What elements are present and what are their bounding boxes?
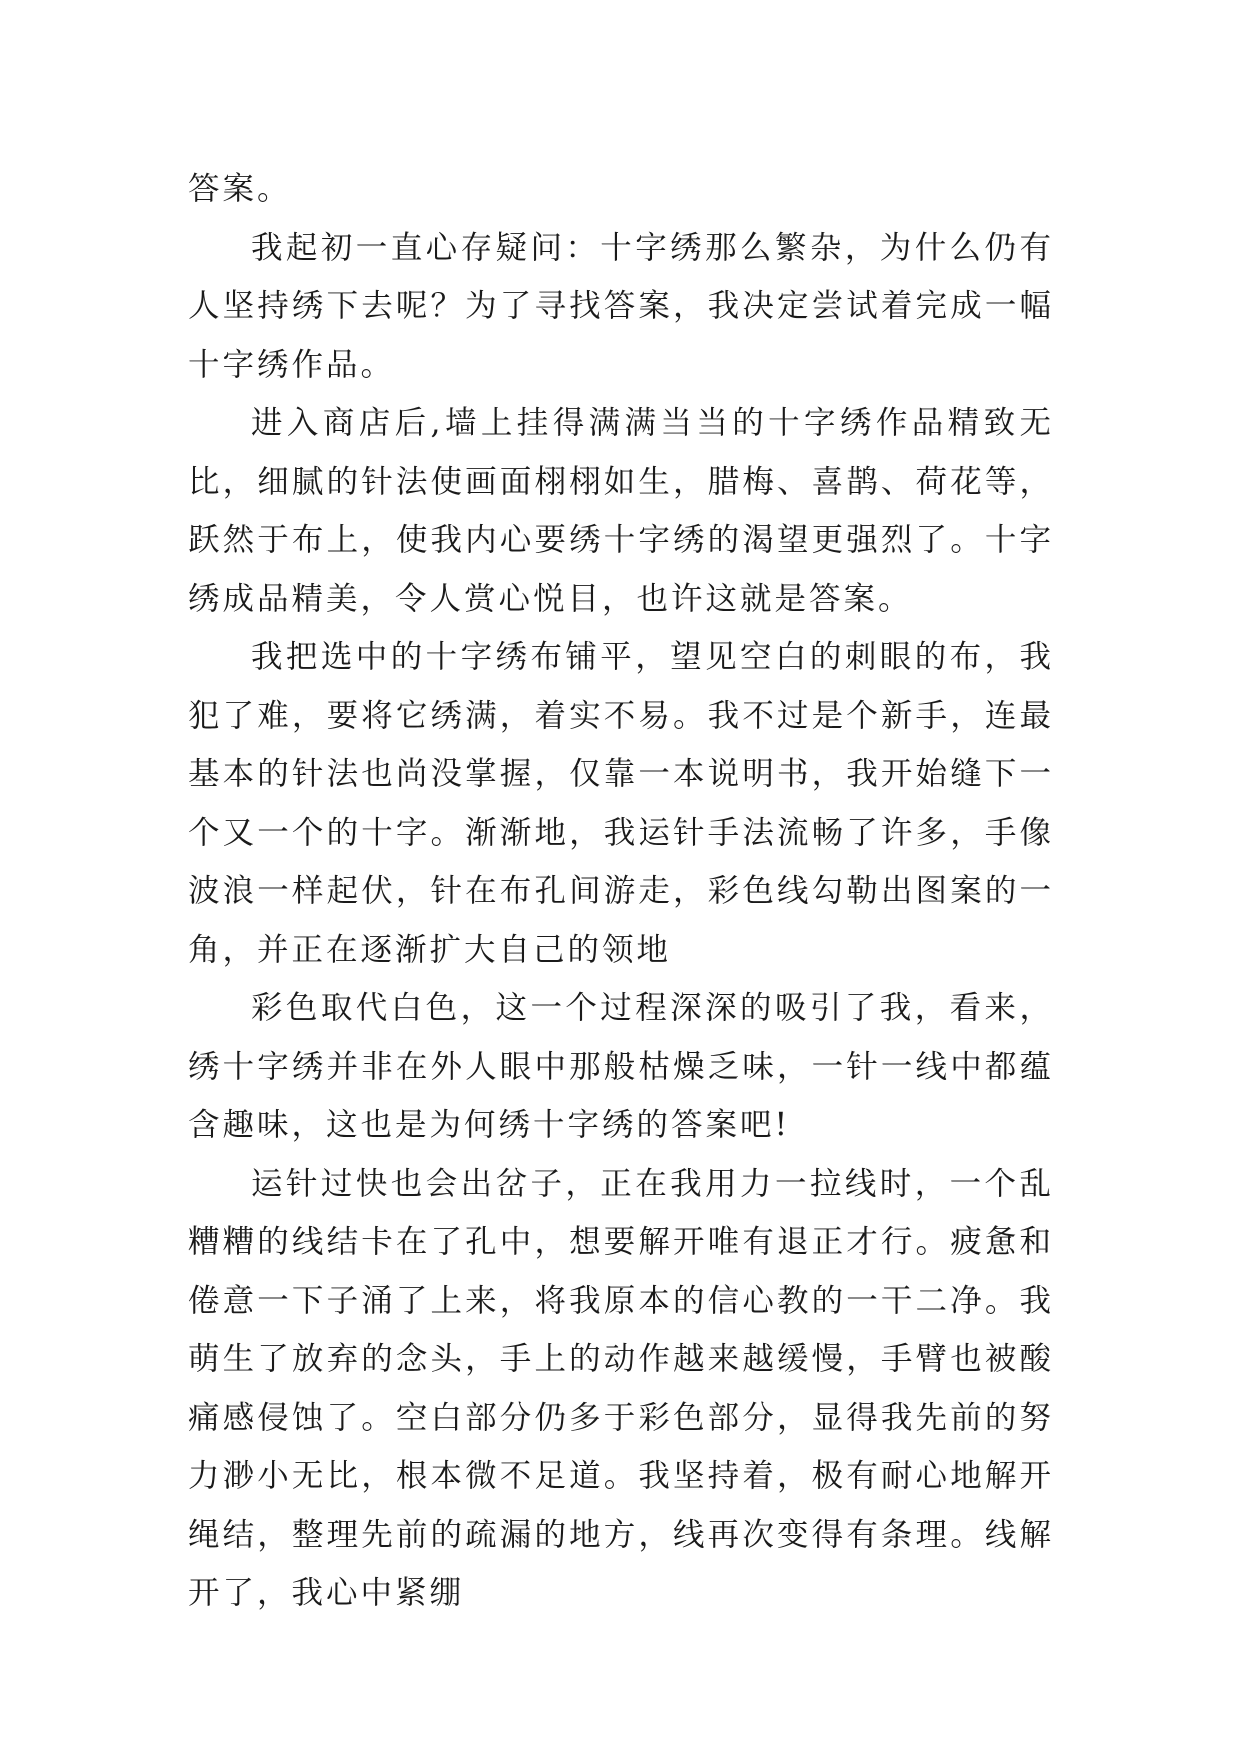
paragraph-1: 答案。 xyxy=(188,171,292,207)
document-body xyxy=(188,160,1054,1623)
paragraph-4: 我把选中的十字绣布铺平，望见空白的刺眼的布，我犯了难，要将它绣满，着实不易。我不过是个新手，连最基本的针法也尚没掌握，仅靠一本说明书，我开始缝下一个又一个的十字。渐渐地，我运针手法流畅了许多，手像波浪一样起伏，针在布孔间游走，彩色线勾勒出图案的一角，并正在逐渐扩大自己的领地 xyxy=(188,639,1054,968)
paragraph-5: 彩色取代白色，这一个过程深深的吸引了我，看来，绣十字绣并非在外人眼中那般枯燥乏味，一针一线中都蕴含趣味，这也是为何绣十字绣的答案吧! xyxy=(188,990,1054,1143)
paragraph-3: 进入商店后,墙上挂得满满当当的十字绣作品精致无比，细腻的针法使画面栩栩如生，腊梅、喜鹊、荷花等，跃然于布上，使我内心要绣十字绣的渴望更强烈了。十字绣成品精美，令人赏心悦目，也许这就是答案。 xyxy=(188,405,1054,617)
paragraph-2: 我起初一直心存疑问：十字绣那么繁杂，为什么仍有人坚持绣下去呢？为了寻找答案，我决定尝试着完成一幅十字绣作品。 xyxy=(188,229,1054,383)
paragraph-6: 运针过快也会出岔子，正在我用力一拉线时，一个乱糟糟的线结卡在了孔中，想要解开唯有退正才行。疲惫和倦意一下子涌了上来，将我原本的信心教的一干二净。我萌生了放弃的念头，手上的动作越来越缓慢，手臂也被酸痛感侵蚀了。空白部分仍多于彩色部分，显得我先前的努力渺小无比，根本微不足道。我坚持着，极有耐心地解开绳结，整理先前的疏漏的地方，线再次变得有条理。线解开了，我心中紧绷 xyxy=(188,1165,1054,1611)
